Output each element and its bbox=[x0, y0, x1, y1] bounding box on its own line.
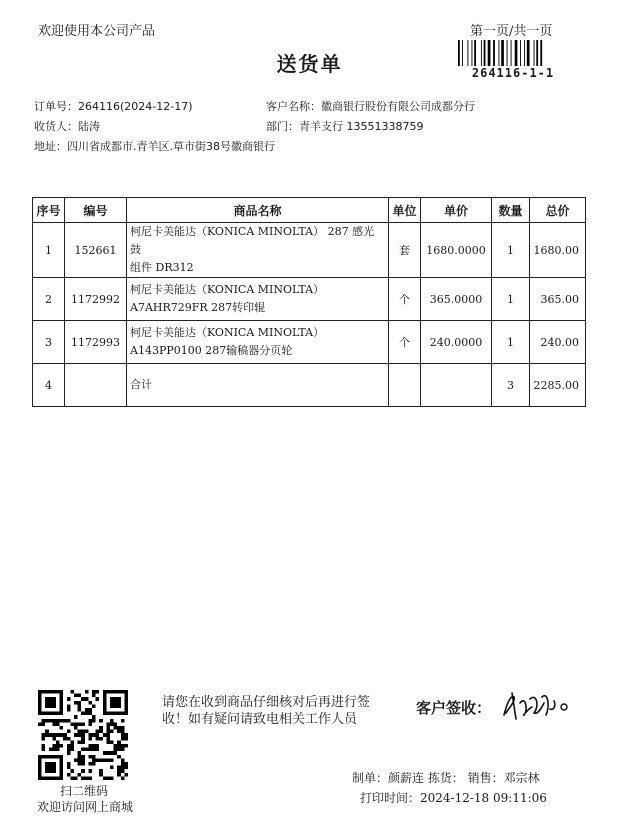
cell-unit-price: 1680.0000 bbox=[421, 223, 492, 278]
qr-subcaption: 欢迎访问网上商城 bbox=[36, 800, 133, 814]
cell-total-price: 240.00 bbox=[530, 321, 586, 364]
barcode-image bbox=[458, 40, 568, 66]
barcode-text: 264116-1-1 bbox=[471, 66, 555, 80]
header-unit-price: 单价 bbox=[421, 198, 492, 223]
table-header-row bbox=[33, 198, 586, 223]
cell-code: 1172992 bbox=[65, 278, 127, 321]
cell-quantity: 1 bbox=[492, 278, 530, 321]
cell-quantity: 1 bbox=[492, 223, 530, 278]
product-name-line1: 柯尼卡美能达（KONICA MINOLTA） bbox=[130, 283, 325, 296]
document-title: 送货单 bbox=[276, 52, 343, 76]
print-time: 打印时间：2024-12-18 09:11:06 bbox=[360, 791, 547, 805]
cell-seq: 2 bbox=[33, 278, 65, 321]
items-table bbox=[32, 197, 586, 407]
table-row bbox=[33, 321, 586, 364]
header-quantity: 数量 bbox=[492, 198, 530, 223]
cell-total-price: 1680.00 bbox=[530, 223, 586, 278]
staff-info: 制单：颜薪连 拣货： 销售：邓宗林 bbox=[352, 771, 540, 785]
cell-code: 152661 bbox=[65, 223, 127, 278]
cell-code: 1172993 bbox=[65, 321, 127, 364]
product-name-line1: 柯尼卡美能达（KONICA MINOLTA） 287 感光鼓 bbox=[130, 225, 375, 256]
customer-name: 客户名称：徽商银行股份有限公司成都分行 bbox=[266, 100, 475, 113]
table-row bbox=[33, 278, 586, 321]
cell-unit-price: 365.0000 bbox=[421, 278, 492, 321]
delivery-address: 地址：四川省成都市.青羊区.草市街38号徽商银行 bbox=[34, 140, 275, 153]
summary-quantity: 3 bbox=[492, 364, 530, 407]
department: 部门：青羊支行 13551338759 bbox=[266, 120, 424, 133]
receiver-name: 收货人：陆涛 bbox=[34, 120, 100, 133]
cell-code-empty bbox=[65, 364, 127, 407]
page-indicator: 第一页/共一页 bbox=[470, 24, 553, 39]
cell-quantity: 1 bbox=[492, 321, 530, 364]
cell-price-empty bbox=[421, 364, 492, 407]
product-name-line1: 柯尼卡美能达（KONICA MINOLTA） bbox=[130, 326, 325, 339]
header-code: 编号 bbox=[65, 198, 127, 223]
summary-total: 2285.00 bbox=[530, 364, 586, 407]
cell-total-price: 365.00 bbox=[530, 278, 586, 321]
summary-label: 合计 bbox=[127, 364, 389, 407]
cell-unit: 个 bbox=[389, 321, 421, 364]
summary-row bbox=[33, 364, 586, 407]
header-seq: 序号 bbox=[33, 198, 65, 223]
qr-caption: 扫二维码 bbox=[59, 784, 108, 798]
cell-unit-empty bbox=[389, 364, 421, 407]
product-name-line2: 组件 DR312 bbox=[130, 261, 194, 274]
header-unit: 单位 bbox=[389, 198, 421, 223]
cell-seq: 3 bbox=[33, 321, 65, 364]
welcome-text: 欢迎使用本公司产品 bbox=[38, 24, 156, 39]
cell-unit: 套 bbox=[389, 223, 421, 278]
product-name-line2: A7AHR729FR 287转印辊 bbox=[130, 301, 266, 314]
order-number: 订单号：264116(2024-12-17) bbox=[34, 100, 193, 113]
header-total-price: 总价 bbox=[530, 198, 586, 223]
cell-product-name bbox=[127, 223, 389, 278]
signature-image bbox=[498, 685, 578, 725]
cell-product-name bbox=[127, 321, 389, 364]
receipt-notice: 请您在收到商品仔细核对后再进行签收！如有疑问请致电相关工作人员 bbox=[162, 695, 371, 727]
cell-seq: 4 bbox=[33, 364, 65, 407]
header-product-name: 商品名称 bbox=[127, 198, 389, 223]
customer-sign-label: 客户签收： bbox=[416, 699, 492, 717]
cell-unit-price: 240.0000 bbox=[421, 321, 492, 364]
cell-seq: 1 bbox=[33, 223, 65, 278]
qr-code-image bbox=[38, 690, 128, 780]
product-name-line2: A143PP0100 287输稿器分页轮 bbox=[130, 344, 293, 357]
cell-unit: 个 bbox=[389, 278, 421, 321]
cell-product-name bbox=[127, 278, 389, 321]
table-row bbox=[33, 223, 586, 278]
